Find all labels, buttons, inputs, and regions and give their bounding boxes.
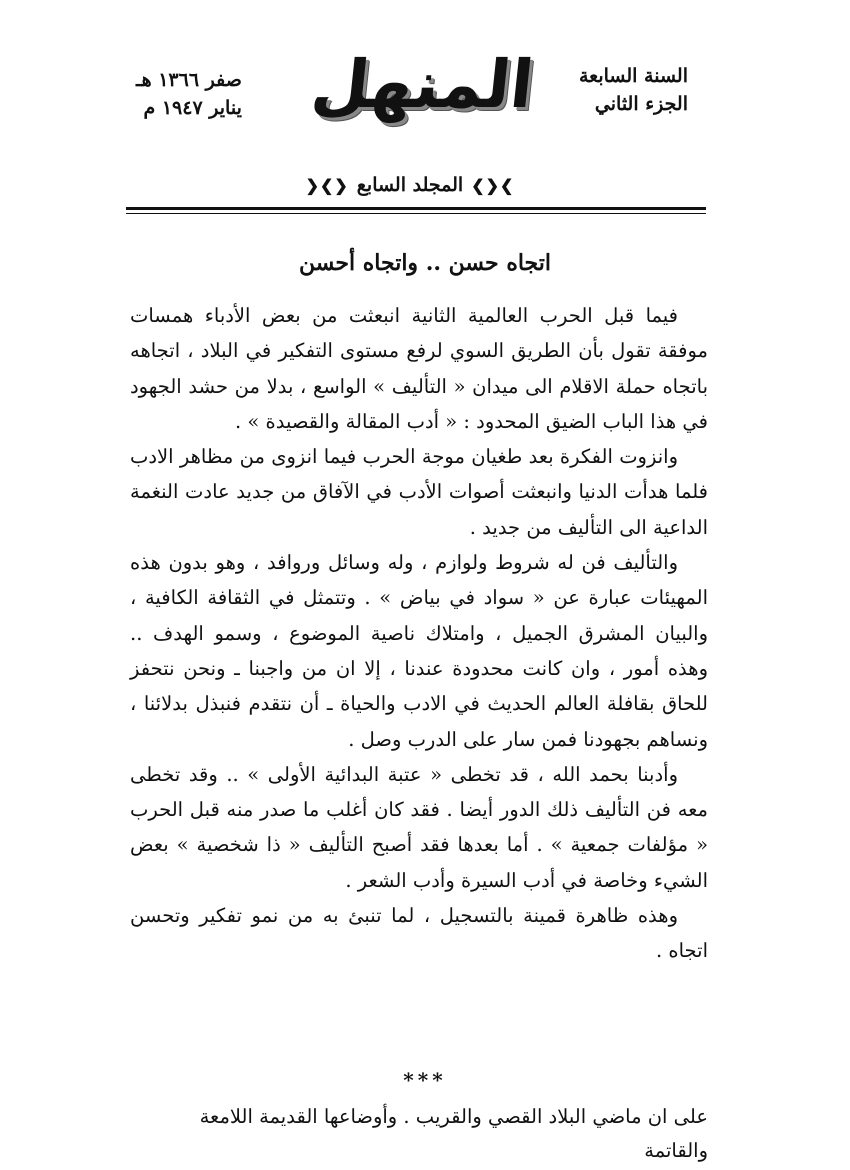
issue-info bbox=[579, 62, 688, 118]
magazine-logo bbox=[298, 28, 548, 140]
paragraph: فيما قبل الحرب العالمية الثانية انبعثت من بعض الأدباء همسات موفقة تقول بأن الطريق السوي لرفع مستوى التفكير في البلاد ، اتجاهه باتجاه حملة الاقلام الى ميدان « التأليف » الواسع ، بدلا من حشد الجهود في هذا الباب الضيق المحدود : « أدب المقالة والقصيدة » . bbox=[130, 304, 708, 433]
paragraph: وانزوت الفكرة بعد طغيان موجة الحرب فيما انزوى من مظاهر الادب فلما هدأت الدنيا وانبعثت أصوات الأدب في الآفاق من جديد عادت النغمة الداعية الى التأليف من جديد . bbox=[130, 445, 708, 539]
masthead bbox=[110, 24, 710, 196]
article-body bbox=[130, 298, 708, 969]
date-hijri: صفر ١٣٦٦ هـ bbox=[136, 69, 242, 91]
issue-year: السنة السابعة bbox=[579, 65, 688, 87]
logo-text: المنهل bbox=[308, 45, 538, 123]
issue-dates bbox=[136, 66, 242, 122]
paragraph: وهذه ظاهرة قمينة بالتسجيل ، لما تنبئ به من نمو تفكير وتحسن اتجاه . bbox=[130, 904, 708, 963]
volume-banner bbox=[110, 174, 710, 196]
header-rule-thick bbox=[126, 207, 706, 210]
header-rule-thin bbox=[126, 213, 706, 214]
paragraph: وأدبنا بحمد الله ، قد تخطى « عتبة البدائية الأولى » .. وقد تخطى معه فن التأليف ذلك الدور أيضا . فقد كان أغلب ما صدر منه قبل الحرب « مؤلفات جمعية » . أما بعدها فقد أصبح التأليف « ذا شخصية » بعض الشيء وخاصة في أدب السيرة وأدب الشعر . bbox=[130, 762, 708, 892]
article-title: اتجاه حسن .. واتجاه أحسن bbox=[299, 250, 551, 276]
paragraph: والتأليف فن له شروط ولوازم ، وله وسائل وروافد ، وهو بدون هذه المهيئات عبارة عن « سواد في بياض » . وتتمثل في الثقافة الكافية ، والبيان المشرق الجميل ، وامتلاك ناصية الموضوع ، وسمو الهدف .. وهذه أمور ، وان كانت محدودة عندنا ، إلا ان من واجبنا ـ ونحن نتحفز للحاق بقافلة العالم الحديث في الادب والحياة ـ أن نتقدم فنبذل بدلائنا ، ونساهم بجهودنا فمن سار على الدرب وصل . bbox=[130, 551, 708, 751]
continuation-line: على ان ماضي البلاد القصي والقريب . وأوضاعها القديمة اللامعة والقاتمة bbox=[199, 1105, 708, 1162]
volume-label: المجلد السابع bbox=[356, 174, 464, 196]
date-gregorian: يناير ١٩٤٧ م bbox=[143, 97, 242, 119]
ornament-left-icon: ❮❯❮ bbox=[305, 175, 349, 195]
ornament-right-icon: ❯❮❯ bbox=[471, 175, 515, 195]
section-separator: *** bbox=[403, 1068, 447, 1092]
issue-part: الجزء الثاني bbox=[594, 93, 688, 115]
